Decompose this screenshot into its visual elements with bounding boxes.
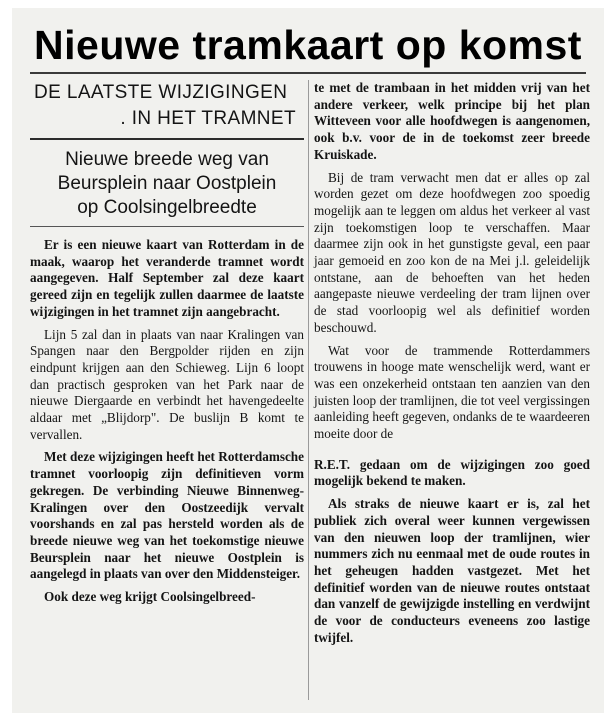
article-paragraph: R.E.T. gedaan om de wijzigingen zoo goed mogelijk bekend te maken. xyxy=(314,456,590,489)
article-paragraph: Er is een nieuwe kaart van Rotterdam in de maak, waarop het veranderde tramnet wordt aangegeven. Half September zal deze kaart gereed zijn en tegelijk zullen daarmee de laatste wijzigingen in het tramnet zijn aangebracht. xyxy=(30,237,304,319)
right-column xyxy=(314,80,590,653)
article-paragraph: Als straks de nieuwe kaart er is, zal het publiek zich overal weer kunnen vergewissen van den nieuwen loop der tramlijnen, wier nummers zich nu eenmaal met de oude routes in het geheugen hadden vastgezet. Met het definitief worden van de nieuwe routes ontstaat dan vanzelf de gewijzigde instelling en verdwijnt de voor de conducteurs eveneens zoo lastige twijfel. xyxy=(314,496,590,645)
column-break xyxy=(314,449,590,457)
subheading-rule xyxy=(30,138,304,140)
article-paragraph: te met de trambaan in het midden vrij van het andere verkeer, welk principe bij het plan Witteveen voor alle hoofdwegen is aangenomen, ook b.v. voor de in de toekomst zeer breede Kruiskade. xyxy=(314,80,590,162)
article-paragraph: Bij de tram verwacht men dat er alles op zal worden gezet om deze hoofdwegen zoo spoedig mogelijk aan te leggen om aldus het verkeer al vast zijn toekomstigen loop te verschaffen. Maar daarmee zijn ook in het gunstigste geval, een paar jaar gemoeid en zoo kon de na Mei j.l. geleidelijk ontstane, aan de behoeften van het heden aangepaste nieuwe verdeeling der tram lijnen over de stad voorloopig wel als definitief worden beschouwd. xyxy=(314,169,590,335)
subheading-secondary-line: op Coolsingelbreedte xyxy=(77,197,257,218)
subheading-secondary-line: Nieuwe breede weg van xyxy=(65,149,269,170)
article-paragraph: Lijn 5 zal dan in plaats van naar Kralingen van Spangen naar den Bergpolder rijden en zijn eindpunt krijgen aan den Schieweg. Lijn 6 loopt dan practisch gesproken van het Park naar de nieuwe Diergaarde en verbindt het havengedeelte aldaar met „Blijdorp". De buslijn B komt te vervallen. xyxy=(30,326,304,442)
article-paragraph: Met deze wijzigingen heeft het Rotterdamsche tramnet voorloopig zijn definitieven vorm gekregen. De verbinding Nieuwe Binnenweg-Kralingen over den Oostzeedijk vervalt voorshands en zal pas hersteld worden als de breede nieuwe weg van het toekomstige nieuwe Beursplein naar het nieuwe Oostplein is aangelegd in plaats van over den Middensteiger. xyxy=(30,449,304,582)
subheading-secondary xyxy=(30,148,304,220)
subheading-primary-line: . IN HET TRAMNET xyxy=(120,108,296,129)
left-column xyxy=(30,80,304,612)
subheading-primary-line: DE LAATSTE WIJZIGINGEN xyxy=(34,82,288,103)
subheading-primary xyxy=(30,80,304,132)
article-paragraph: Ook deze weg krijgt Coolsingelbreed- xyxy=(44,589,256,605)
newspaper-clipping xyxy=(12,8,604,713)
body-rule xyxy=(30,226,304,227)
subheading-secondary-line: Beursplein naar Oostplein xyxy=(57,173,277,194)
headline: Nieuwe tramkaart op komst xyxy=(34,22,582,68)
headline-rule xyxy=(30,72,586,74)
article-paragraph: Wat voor de trammende Rotterdammers trouwens in hooge mate wenschelijk werd, want er was een onzekerheid ontstaan ten aanzien van den juisten loop der tramlijnen, die tot veel vergissingen aanleiding heeft gegeven, ondanks de te waardeeren moeite door de xyxy=(314,342,590,442)
column-divider xyxy=(308,80,309,700)
